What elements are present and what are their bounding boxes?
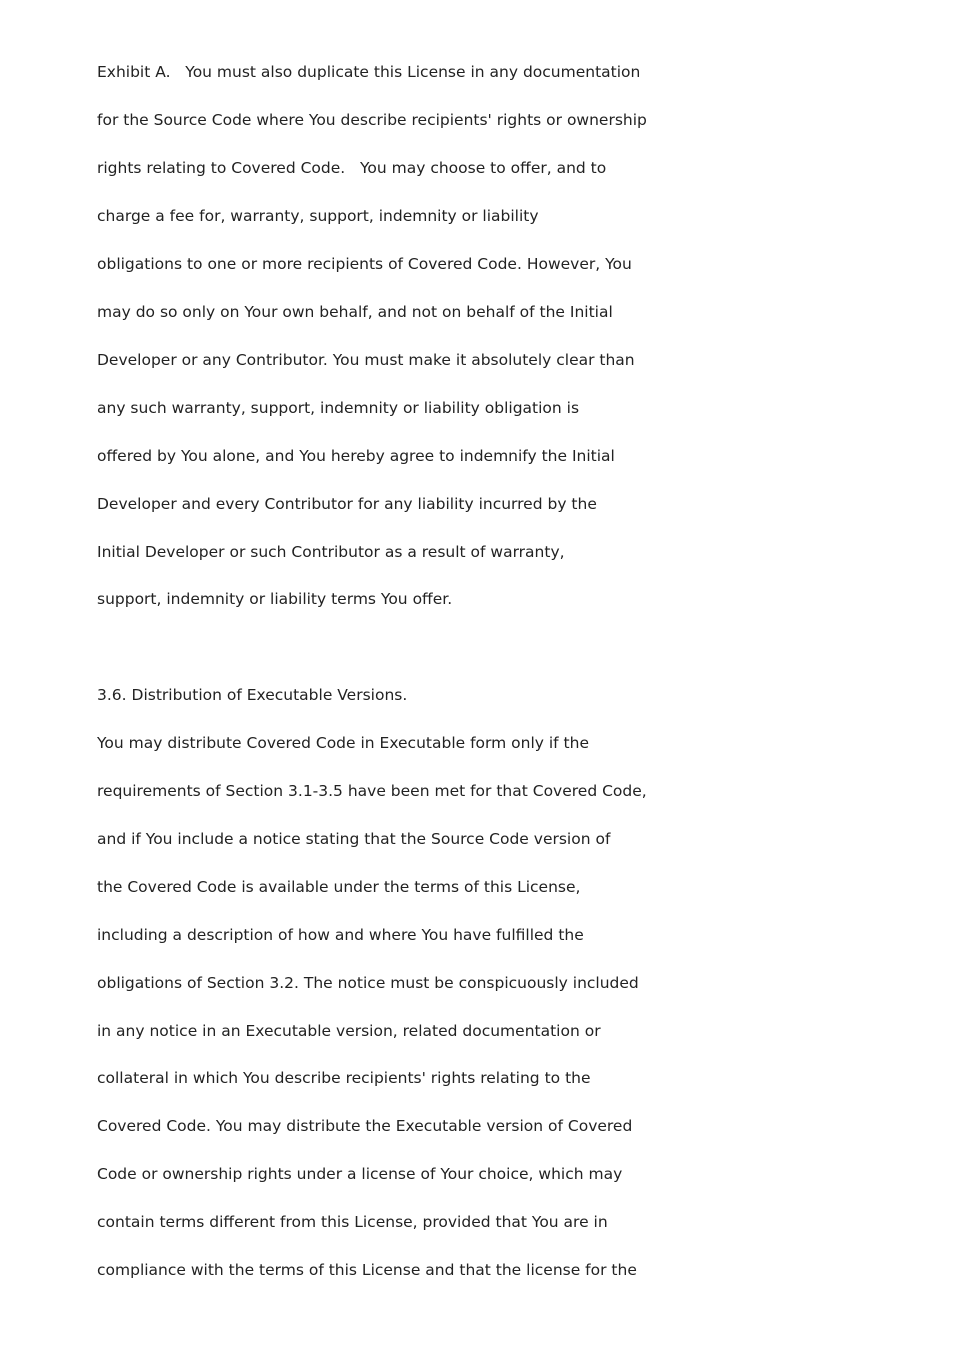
text-line: including a description of how and where You have fulfilled the — [97, 926, 584, 944]
text-line: You may distribute Covered Code in Executable form only if the — [97, 734, 589, 752]
text-line: charge a fee for, warranty, support, indemnity or liability — [97, 207, 539, 225]
text-line: Covered Code. You may distribute the Executable version of Covered — [97, 1117, 633, 1135]
section-heading: 3.6. Distribution of Executable Versions. — [97, 686, 408, 704]
text-line: obligations to one or more recipients of Covered Code. However, You — [97, 255, 632, 273]
text-line: for the Source Code where You describe recipients' rights or ownership — [97, 111, 647, 129]
text-line: contain terms different from this License, provided that You are in — [97, 1213, 608, 1231]
text-line: the Covered Code is available under the terms of this License, — [97, 878, 581, 896]
text-line: Code or ownership rights under a license of Your choice, which may — [97, 1165, 623, 1183]
text-line: requirements of Section 3.1-3.5 have been met for that Covered Code, — [97, 782, 647, 800]
text-line: Developer or any Contributor. You must make it absolutely clear than — [97, 351, 635, 369]
text-line: compliance with the terms of this License and that the license for the — [97, 1261, 637, 1279]
text-line: Initial Developer or such Contributor as a result of warranty, — [97, 543, 565, 561]
text-line: may do so only on Your own behalf, and not on behalf of the Initial — [97, 303, 613, 321]
text-line: Developer and every Contributor for any liability incurred by the — [97, 495, 597, 513]
text-line: collateral in which You describe recipients' rights relating to the — [97, 1069, 591, 1087]
text-line: support, indemnity or liability terms You offer. — [97, 590, 453, 608]
text-line: obligations of Section 3.2. The notice must be conspicuously included — [97, 974, 639, 992]
text-line: offered by You alone, and You hereby agree to indemnify the Initial — [97, 447, 615, 465]
text-line: Exhibit A. You must also duplicate this License in any documentation — [97, 63, 641, 81]
text-line: rights relating to Covered Code. You may choose to offer, and to — [97, 159, 607, 177]
text-line: and if You include a notice stating that the Source Code version of — [97, 830, 611, 848]
text-line: any such warranty, support, indemnity or liability obligation is — [97, 399, 580, 417]
text-line: in any notice in an Executable version, related documentation or — [97, 1022, 601, 1040]
